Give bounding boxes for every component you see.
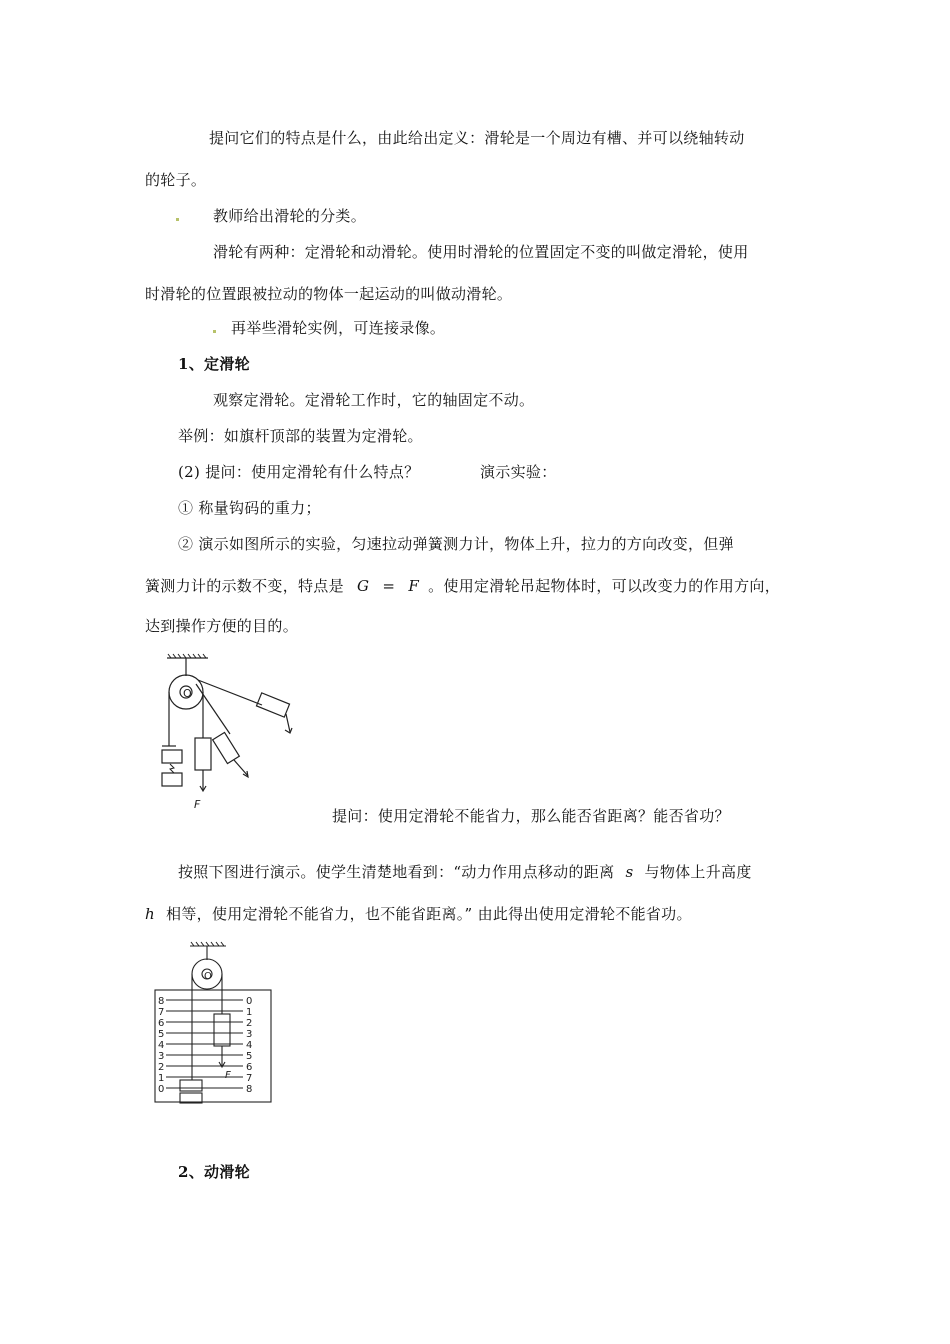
paragraph-9-line-3: 达到操作方便的目的。 (145, 617, 299, 635)
section-heading-2: 2、动滑轮 (178, 1163, 250, 1181)
paragraph-8: ① 称量钩码的重力； (178, 499, 321, 517)
formula-G: G (356, 577, 370, 595)
marker-dot (213, 330, 216, 333)
left-scale-mark-2: 2 (158, 1062, 165, 1073)
paragraph-11-text-a: 按照下图进行演示。使学生清楚地看到：“动力作用点移动的距离 (178, 863, 615, 881)
right-scale-mark-8: 8 (246, 1084, 253, 1095)
paragraph-1-line-2: 的轮子。 (145, 171, 207, 189)
paragraph-7-question: (2) 提问：使用定滑轮有什么特点？ (178, 463, 420, 481)
variable-h: h (145, 905, 155, 923)
variable-s: s (625, 863, 634, 881)
pulley-label: O (204, 971, 212, 982)
paragraph-11-text-c: 相等，使用定滑轮不能省力，也不能省距离。” 由此得出使用定滑轮不能省功。 (166, 905, 692, 923)
force-label: F (194, 798, 201, 811)
paragraph-3-line-2: 时滑轮的位置跟被拉动的物体一起运动的叫做动滑轮。 (145, 285, 513, 303)
formula-equals: = (382, 577, 396, 595)
right-scale (246, 996, 252, 1095)
paragraph-11-line-2 (145, 904, 692, 924)
right-scale-mark-1: 1 (246, 1007, 253, 1018)
paragraph-2: 教师给出滑轮的分类。 (213, 207, 367, 225)
paragraph-5: 观察定滑轮。定滑轮工作时，它的轴固定不动。 (213, 391, 535, 409)
paragraph-4: 再举些滑轮实例，可连接录像。 (231, 319, 446, 337)
right-scale-mark-7: 7 (246, 1073, 253, 1084)
left-scale-mark-8: 8 (158, 996, 165, 1007)
paragraph-1-line-1: 提问它们的特点是什么，由此给出定义：滑轮是一个周边有槽、并可以绕轴转动 (209, 129, 745, 147)
formula-F: F (408, 577, 420, 595)
left-scale-mark-3: 3 (158, 1051, 165, 1062)
fixed-pulley-distance-figure (150, 938, 280, 1108)
paragraph-10: 提问：使用定滑轮不能省力，那么能否省距离？能否省功？ (332, 807, 730, 825)
paragraph-7-demo: 演示实验： (480, 463, 557, 481)
left-scale-mark-6: 6 (158, 1018, 165, 1029)
fixed-pulley-direction-figure (150, 650, 300, 820)
paragraph-11-line-1 (178, 862, 752, 882)
section-heading-1: 1、定滑轮 (178, 355, 250, 373)
force-label: F (225, 1070, 231, 1081)
marker-dot (176, 218, 179, 221)
left-scale-mark-5: 5 (158, 1029, 165, 1040)
paragraph-6: 举例：如旗杆顶部的装置为定滑轮。 (178, 427, 423, 445)
left-scale-mark-7: 7 (158, 1007, 165, 1018)
paragraph-9-text-b: 。使用定滑轮吊起物体时，可以改变力的作用方向， (428, 577, 781, 595)
right-scale-mark-6: 6 (246, 1062, 253, 1073)
right-scale-mark-0: 0 (246, 996, 253, 1007)
paragraph-9-text-a: 簧测力计的示数不变，特点是 (145, 577, 344, 595)
paragraph-9-line-2 (145, 576, 780, 596)
right-scale-mark-4: 4 (246, 1040, 253, 1051)
left-scale-mark-1: 1 (158, 1073, 165, 1084)
pulley-label: O (183, 687, 192, 700)
paragraph-9-line-1: ② 演示如图所示的实验，匀速拉动弹簧测力计，物体上升，拉力的方向改变，但弹 (178, 535, 734, 553)
left-scale-mark-0: 0 (158, 1084, 165, 1095)
right-scale-mark-5: 5 (246, 1051, 253, 1062)
right-scale-mark-2: 2 (246, 1018, 253, 1029)
paragraph-3-line-1: 滑轮有两种：定滑轮和动滑轮。使用时滑轮的位置固定不变的叫做定滑轮，使用 (213, 243, 749, 261)
paragraph-11-text-b: 与物体上升高度 (644, 863, 752, 881)
left-scale (158, 996, 164, 1095)
right-scale-mark-3: 3 (246, 1029, 253, 1040)
left-scale-mark-4: 4 (158, 1040, 165, 1051)
